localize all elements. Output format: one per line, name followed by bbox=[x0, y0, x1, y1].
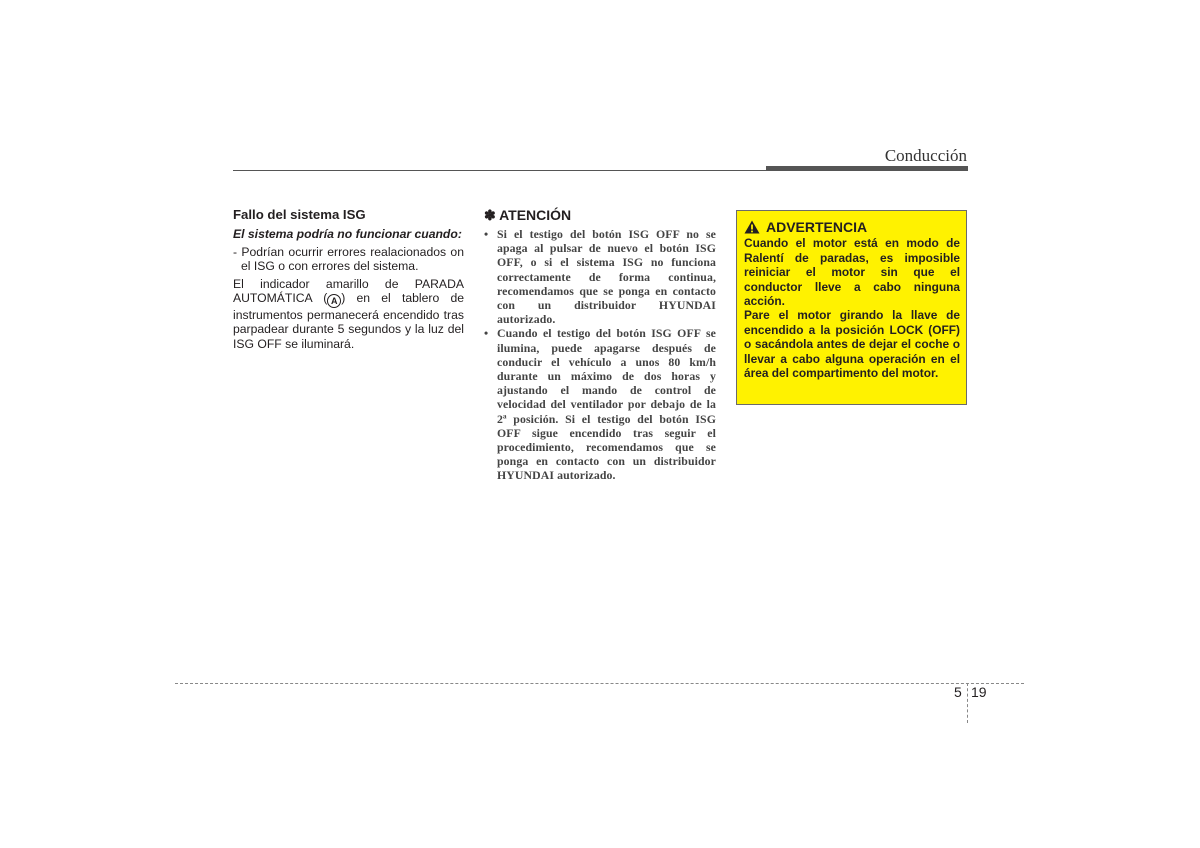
section-title: Conducción bbox=[884, 146, 967, 165]
subheading: El sistema podría no funcionar cuando: bbox=[233, 227, 462, 242]
bullet-text: Cuando el testigo del botón ISG OFF se ilumina, puede apagarse después de conducir el vehículo a unos 80 km/h durante un máximo de dos horas y ajustando el mando de control de velocidad del ventilador por debajo de la 2ª posición. Si el testigo del botón ISG OFF sigue encendido tras seguir el procedimiento, recomendamos que se ponga en contacto con un distribuidor HYUNDAI autorizado. bbox=[497, 326, 716, 483]
chapter-number: 5 bbox=[954, 684, 962, 700]
warning-title: ADVERTENCIA bbox=[766, 219, 868, 235]
para-part2: ) en el tablero de instrumentos permanecerá encendido tras parpadear durante 5 segundos y la luz del ISG OFF se iluminará. bbox=[233, 291, 464, 351]
footer-divider bbox=[175, 683, 1024, 684]
indicator-paragraph bbox=[233, 277, 464, 352]
header-rule-thick bbox=[766, 166, 968, 171]
warning-header bbox=[744, 220, 960, 234]
bullet-icon: • bbox=[484, 326, 489, 341]
auto-stop-icon: A bbox=[327, 294, 341, 308]
left-column bbox=[233, 208, 464, 351]
list-item bbox=[484, 227, 716, 326]
para-part1: El indicador amarillo de PARADA AUTOMÁTICA ( bbox=[233, 276, 464, 306]
dash-item: - Podrían ocurrir errores realacionados on el ISG o con errores del sistema. bbox=[233, 244, 464, 274]
bullet-text: Si el testigo del botón ISG OFF no se apaga al pulsar de nuevo el botón ISG OFF, o si el sistema ISG no funciona correctamente de forma continua, recomendamos que se ponga en contacto con un distribuidor HYUNDAI autorizado. bbox=[497, 227, 716, 327]
list-item bbox=[484, 326, 716, 482]
footer-vertical-divider bbox=[967, 683, 968, 723]
attention-list bbox=[484, 227, 716, 483]
middle-column bbox=[484, 207, 716, 483]
heading-isg-failure: Fallo del sistema ISG bbox=[233, 207, 366, 222]
bullet-icon: • bbox=[484, 227, 489, 241]
warning-box bbox=[736, 210, 967, 405]
warning-text-1: Cuando el motor está en modo de Ralentí de paradas, es imposible reiniciar el motor sin que el conductor lleve a cabo ninguna acción. bbox=[744, 236, 960, 309]
page-number: 19 bbox=[971, 684, 987, 700]
warning-text-2: Pare el motor girando la llave de encendido a la posición LOCK (OFF) o sacándola antes de dejar el coche o llevar a cabo alguna operación en el área del compartimento del motor. bbox=[744, 308, 960, 381]
attention-heading: ✽ ATENCIÓN bbox=[484, 207, 572, 223]
warning-triangle-icon bbox=[744, 220, 760, 234]
